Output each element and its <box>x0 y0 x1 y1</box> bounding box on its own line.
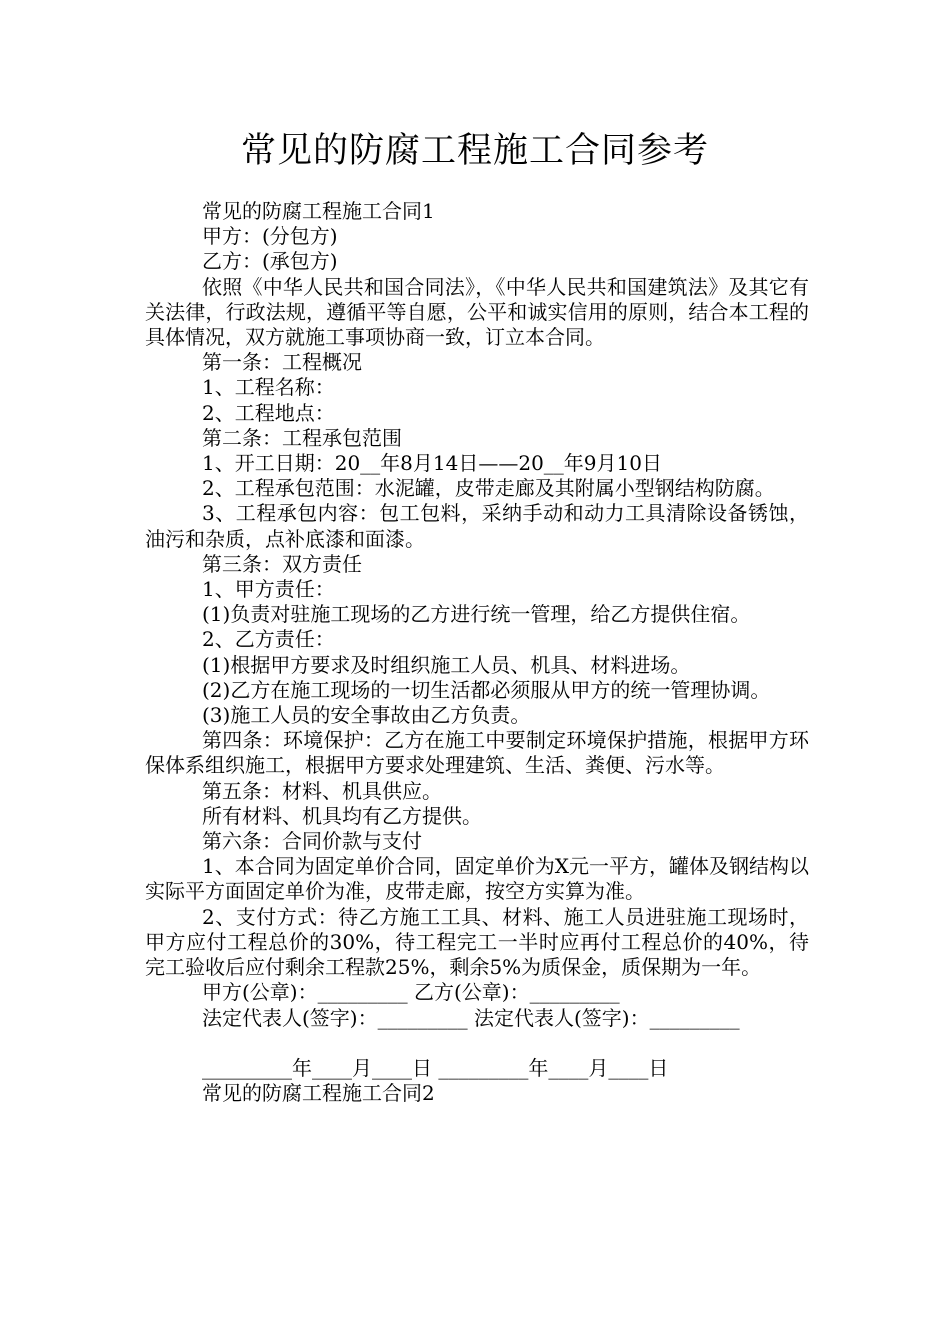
article-5-heading: 第五条：材料、机具供应。 <box>202 778 442 803</box>
price-paragraph: 1、本合同为固定单价合同，固定单价为X元一平方，罐体及钢结构以实际平方面固定单价为准，皮带走廊，按空方实算为准。 <box>145 854 809 904</box>
article-6-heading: 第六条：合同价款与支付 <box>202 829 422 854</box>
start-date: 1、开工日期：20__年8月14日——20__年9月10日 <box>202 451 662 476</box>
blank-line <box>145 1031 809 1056</box>
contract-1-heading: 常见的防腐工程施工合同1 <box>202 199 435 223</box>
article-2-heading: 第二条：工程承包范围 <box>202 425 402 450</box>
party-a-duty-heading: 1、甲方责任： <box>202 577 335 602</box>
party-a-duty-1: (1)负责对驻施工现场的乙方进行统一管理，给乙方提供住宿。 <box>202 602 751 627</box>
project-location: 2、工程地点： <box>202 400 335 425</box>
date-line: _________年____月____日 _________年____月____日 <box>202 1055 669 1080</box>
preamble-paragraph: 依照《中华人民共和国合同法》，《中华人民共和国建筑法》及其它有关法律，行政法规，遵循平等自愿，公平和诚实信用的原则，结合本工程的具体情况，双方就施工事项协商一致，订立本合同。 <box>145 274 809 350</box>
contract-2-heading: 常见的防腐工程施工合同2 <box>202 1081 435 1106</box>
party-b-duty-1: (1)根据甲方要求及时组织施工人员、机具、材料进场。 <box>202 652 691 677</box>
article-4-paragraph: 第四条：环境保护：乙方在施工中要制定环境保护措施，根据甲方环保体系组织施工，根据甲方要求处理建筑、生活、粪便、污水等。 <box>145 728 809 778</box>
party-b-duty-2: (2)乙方在施工现场的一切生活都必须服从甲方的统一管理协调。 <box>202 677 771 702</box>
signature-line: 法定代表人(签字)：_________ 法定代表人(签字)：_________ <box>202 1005 740 1030</box>
party-a: 甲方：(分包方) <box>202 224 338 249</box>
party-b-duty-3: (3)施工人员的安全事故由乙方负责。 <box>202 703 531 728</box>
project-name: 1、工程名称： <box>202 375 335 400</box>
document-body <box>145 199 809 1106</box>
seal-line: 甲方(公章)：_________ 乙方(公章)：_________ <box>202 980 620 1005</box>
supply-paragraph: 所有材料、机具均有乙方提供。 <box>202 803 482 828</box>
article-1-heading: 第一条：工程概况 <box>202 350 362 375</box>
payment-paragraph: 2、支付方式：待乙方施工工具、材料、施工人员进驻施工现场时，甲方应付工程总价的30%，待工程完工一半时应再付工程总价的40%，待完工验收后应付剩余工程款25%，剩余5%为质保金，质保期为一年。 <box>145 904 809 980</box>
party-b-duty-heading: 2、乙方责任： <box>202 627 335 652</box>
contract-scope: 2、工程承包范围：水泥罐，皮带走廊及其附属小型钢结构防腐。 <box>202 476 775 501</box>
party-b: 乙方：(承包方) <box>202 249 338 274</box>
article-3-heading: 第三条：双方责任 <box>202 551 362 576</box>
document-title: 常见的防腐工程施工合同参考 <box>240 131 709 171</box>
contract-content: 3、工程承包内容：包工包料，采纳手动和动力工具清除设备锈蚀，油污和杂质，点补底漆和面漆。 <box>145 501 809 551</box>
